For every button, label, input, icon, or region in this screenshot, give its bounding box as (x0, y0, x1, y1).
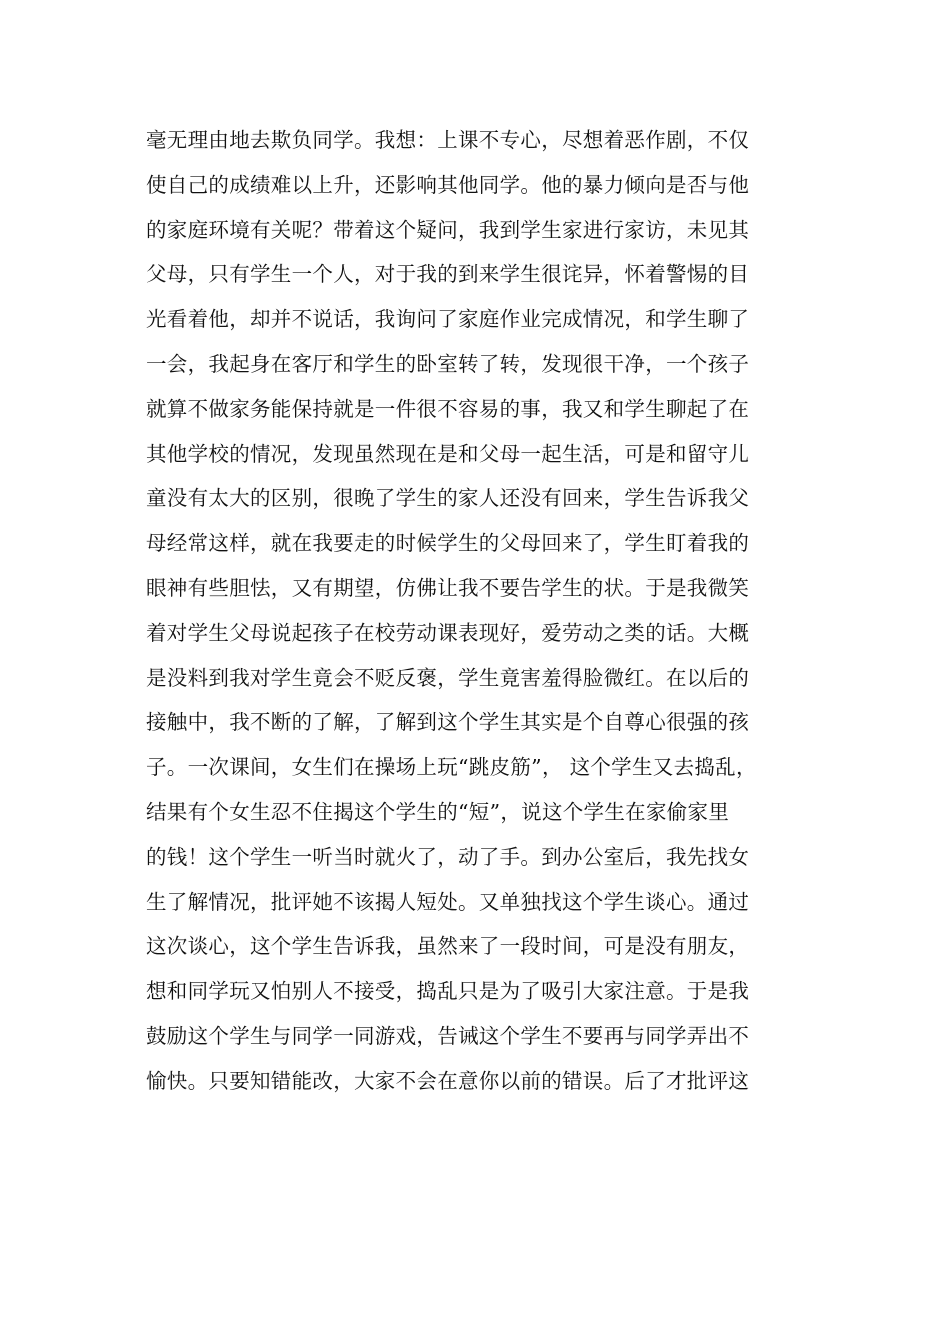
text-line: 想和同学玩又怕别人不接受，捣乱只是为了吸引大家注意。于是我 (146, 979, 750, 1004)
text-line: 的钱！这个学生一听当时就火了，动了手。到办公室后，我先找女 (146, 844, 750, 869)
text-line: 母经常这样，就在我要走的时候学生的父母回来了，学生盯着我的 (146, 531, 750, 556)
text-line: 其他学校的情况，发现虽然现在是和父母一起生活，可是和留守儿 (146, 441, 750, 466)
text-line: 是没料到我对学生竟会不贬反褒，学生竟害羞得脸微红。在以后的 (146, 665, 750, 690)
text-line: 使自己的成绩难以上升，还影响其他同学。他的暴力倾向是否与他 (146, 172, 750, 197)
text-line: 结果有个女生忍不住揭这个学生的“短”，说这个学生在家偷家里 (146, 799, 730, 824)
text-line: 就算不做家务能保持就是一件很不容易的事，我又和学生聊起了在 (146, 396, 750, 421)
text-line: 子。一次课间，女生们在操场上玩“跳皮筋”， 这个学生又去捣乱， (146, 755, 757, 780)
text-line: 接触中，我不断的了解，了解到这个学生其实是个自尊心很强的孩 (146, 710, 750, 735)
text-line: 毫无理由地去欺负同学。我想：上课不专心，尽想着恶作剧，不仅 (146, 128, 750, 152)
text-line: 生了解情况，批评她不该揭人短处。又单独找这个学生谈心。通过 (146, 889, 750, 914)
text-line: 愉快。只要知错能改，大家不会在意你以前的错误。后了才批评这 (146, 1068, 750, 1093)
text-line: 童没有太大的区别，很晚了学生的家人还没有回来，学生告诉我父 (146, 486, 750, 511)
text-line: 眼神有些胆怯，又有期望，仿佛让我不要告学生的状。于是我微笑 (146, 575, 750, 600)
text-line: 这次谈心，这个学生告诉我，虽然来了一段时间，可是没有朋友， (146, 934, 750, 959)
body-text (146, 118, 826, 1104)
text-line: 父母，只有学生一个人，对于我的到来学生很诧异，怀着警惕的目 (146, 262, 750, 287)
text-line: 一会，我起身在客厅和学生的卧室转了转，发现很干净，一个孩子 (146, 351, 750, 376)
text-line: 鼓励这个学生与同学一同游戏，告诫这个学生不要再与同学弄出不 (146, 1023, 750, 1048)
text-line: 的家庭环境有关呢？带着这个疑问，我到学生家进行家访，未见其 (146, 217, 750, 242)
text-line: 着对学生父母说起孩子在校劳动课表现好，爱劳动之类的话。大概 (146, 620, 750, 645)
text-line: 光看着他，却并不说话，我询问了家庭作业完成情况，和学生聊了 (146, 307, 750, 332)
